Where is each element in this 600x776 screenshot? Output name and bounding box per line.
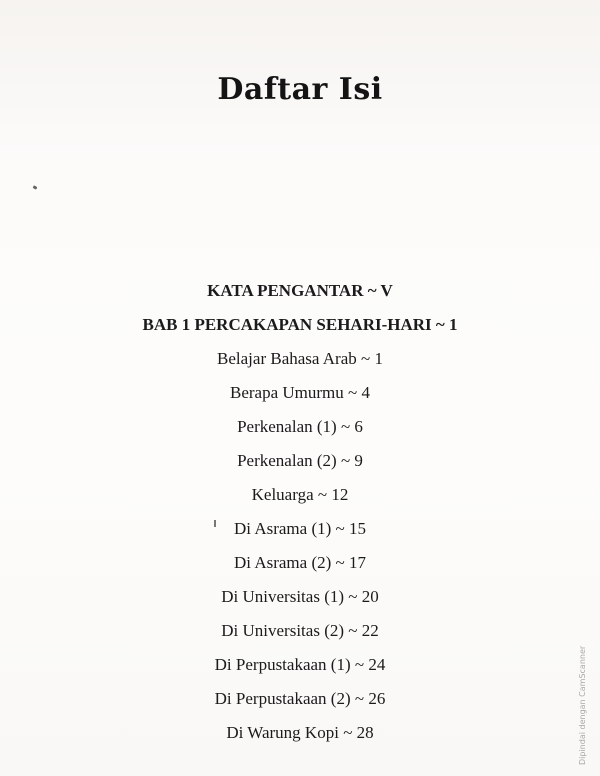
toc-entry-page-number: 20 — [361, 587, 379, 606]
table-of-contents — [0, 274, 600, 750]
toc-entry-label: Di Asrama (1) — [234, 519, 332, 538]
toc-entry — [0, 512, 600, 546]
toc-entry-page-number: 4 — [361, 383, 370, 402]
toc-entry-label: BAB 1 PERCAKAPAN SEHARI-HARI — [142, 315, 432, 334]
toc-entry-separator: ~ — [336, 417, 355, 436]
toc-entry — [0, 308, 600, 342]
toc-entry — [0, 580, 600, 614]
toc-entry — [0, 478, 600, 512]
scan-speck — [33, 185, 38, 190]
toc-entry-page-number: 15 — [348, 519, 366, 538]
toc-entry-page-number: 17 — [348, 553, 366, 572]
toc-entry-page-number: 9 — [354, 451, 363, 470]
toc-entry — [0, 444, 600, 478]
toc-entry-label: Di Asrama (2) — [234, 553, 332, 572]
toc-entry — [0, 546, 600, 580]
toc-entry — [0, 614, 600, 648]
toc-entry-separator: ~ — [336, 451, 355, 470]
toc-entry-page-number: 22 — [361, 621, 379, 640]
toc-entry-page-number: 1 — [449, 315, 458, 334]
toc-entry-separator: ~ — [363, 281, 381, 300]
toc-entry-page-number: 6 — [354, 417, 363, 436]
toc-entry — [0, 376, 600, 410]
toc-entry-separator: ~ — [344, 621, 362, 640]
toc-entry-page-number: 12 — [331, 485, 349, 504]
toc-entry-separator: ~ — [331, 519, 349, 538]
toc-entry-separator: ~ — [338, 723, 357, 742]
toc-entry-label: Di Warung Kopi — [226, 723, 339, 742]
toc-entry — [0, 410, 600, 444]
toc-entry-page-number: 24 — [368, 655, 386, 674]
toc-entry-page-number: 26 — [368, 689, 386, 708]
toc-entry-page-number: 28 — [356, 723, 374, 742]
toc-entry-separator: ~ — [344, 587, 362, 606]
page-title: Daftar Isi — [217, 72, 383, 107]
toc-entry-label: Di Universitas (2) — [221, 621, 345, 640]
toc-entry-separator: ~ — [343, 383, 362, 402]
toc-entry-label: Perkenalan (2) — [237, 451, 337, 470]
scanner-watermark: Dipindai dengan CamScanner — [578, 645, 587, 765]
toc-entry — [0, 274, 600, 308]
toc-entry-separator: ~ — [431, 315, 450, 334]
toc-entry — [0, 682, 600, 716]
toc-entry-label: Di Perpustakaan (2) — [214, 689, 351, 708]
toc-entry — [0, 342, 600, 376]
toc-entry-page-number: 1 — [374, 349, 383, 368]
toc-entry — [0, 716, 600, 750]
toc-entry — [0, 648, 600, 682]
toc-entry-separator: ~ — [350, 689, 369, 708]
toc-entry-label: Perkenalan (1) — [237, 417, 337, 436]
toc-entry-label: Di Perpustakaan (1) — [214, 655, 351, 674]
toc-entry-separator: ~ — [356, 349, 375, 368]
toc-entry-label: Keluarga — [251, 485, 314, 504]
toc-entry-label: Di Universitas (1) — [221, 587, 345, 606]
toc-entry-separator: ~ — [313, 485, 332, 504]
toc-entry-page-number: V — [380, 281, 393, 300]
toc-entry-separator: ~ — [350, 655, 369, 674]
toc-entry-label: Berapa Umurmu — [230, 383, 344, 402]
toc-entry-separator: ~ — [331, 553, 349, 572]
toc-entry-label: Belajar Bahasa Arab — [217, 349, 357, 368]
toc-entry-label: KATA PENGANTAR — [207, 281, 364, 300]
